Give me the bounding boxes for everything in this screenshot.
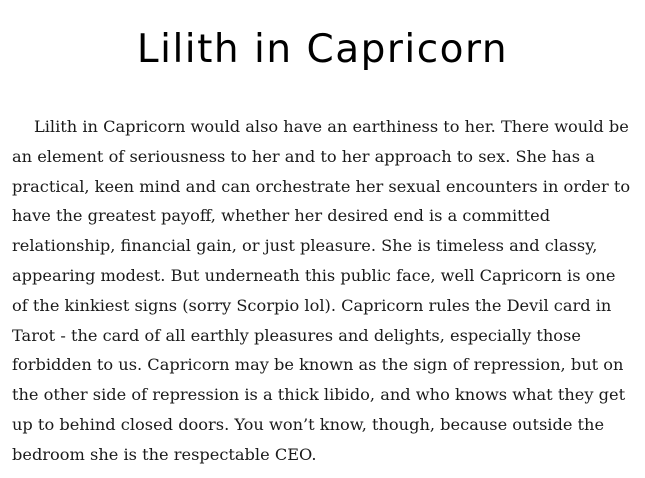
paragraph-line: Lilith in Capricorn would also have an earthiness to her. There would be bbox=[34, 117, 629, 136]
body-paragraph bbox=[12, 112, 640, 470]
paragraph-line: forbidden to us. Capricorn may be known as the sign of repression, but on bbox=[12, 355, 624, 375]
paragraph-line: relationship, financial gain, or just pleasure. She is timeless and classy, bbox=[12, 236, 598, 256]
paragraph-line: bedroom she is the respectable CEO. bbox=[12, 444, 317, 464]
paragraph-line: of the kinkiest signs (sorry Scorpio lol). Capricorn rules the Devil card in bbox=[12, 295, 612, 315]
paragraph-line: up to behind closed doors. You won’t know, though, because outside the bbox=[12, 414, 605, 434]
paragraph-line: the other side of repression is a thick libido, and who knows what they get bbox=[12, 385, 626, 405]
paragraph-line: practical, keen mind and can orchestrate her sexual encounters in order to bbox=[12, 176, 631, 196]
page-title: Lilith in Capricorn bbox=[136, 27, 509, 72]
paragraph-line: have the greatest payoff, whether her desired end is a committed bbox=[12, 206, 551, 226]
paragraph-line: an element of seriousness to her and to her approach to sex. She has a bbox=[12, 146, 595, 166]
paragraph-line: Tarot - the card of all earthly pleasures and delights, especially those bbox=[12, 325, 581, 345]
paragraph-line: appearing modest. But underneath this public face, well Capricorn is one bbox=[12, 265, 616, 285]
